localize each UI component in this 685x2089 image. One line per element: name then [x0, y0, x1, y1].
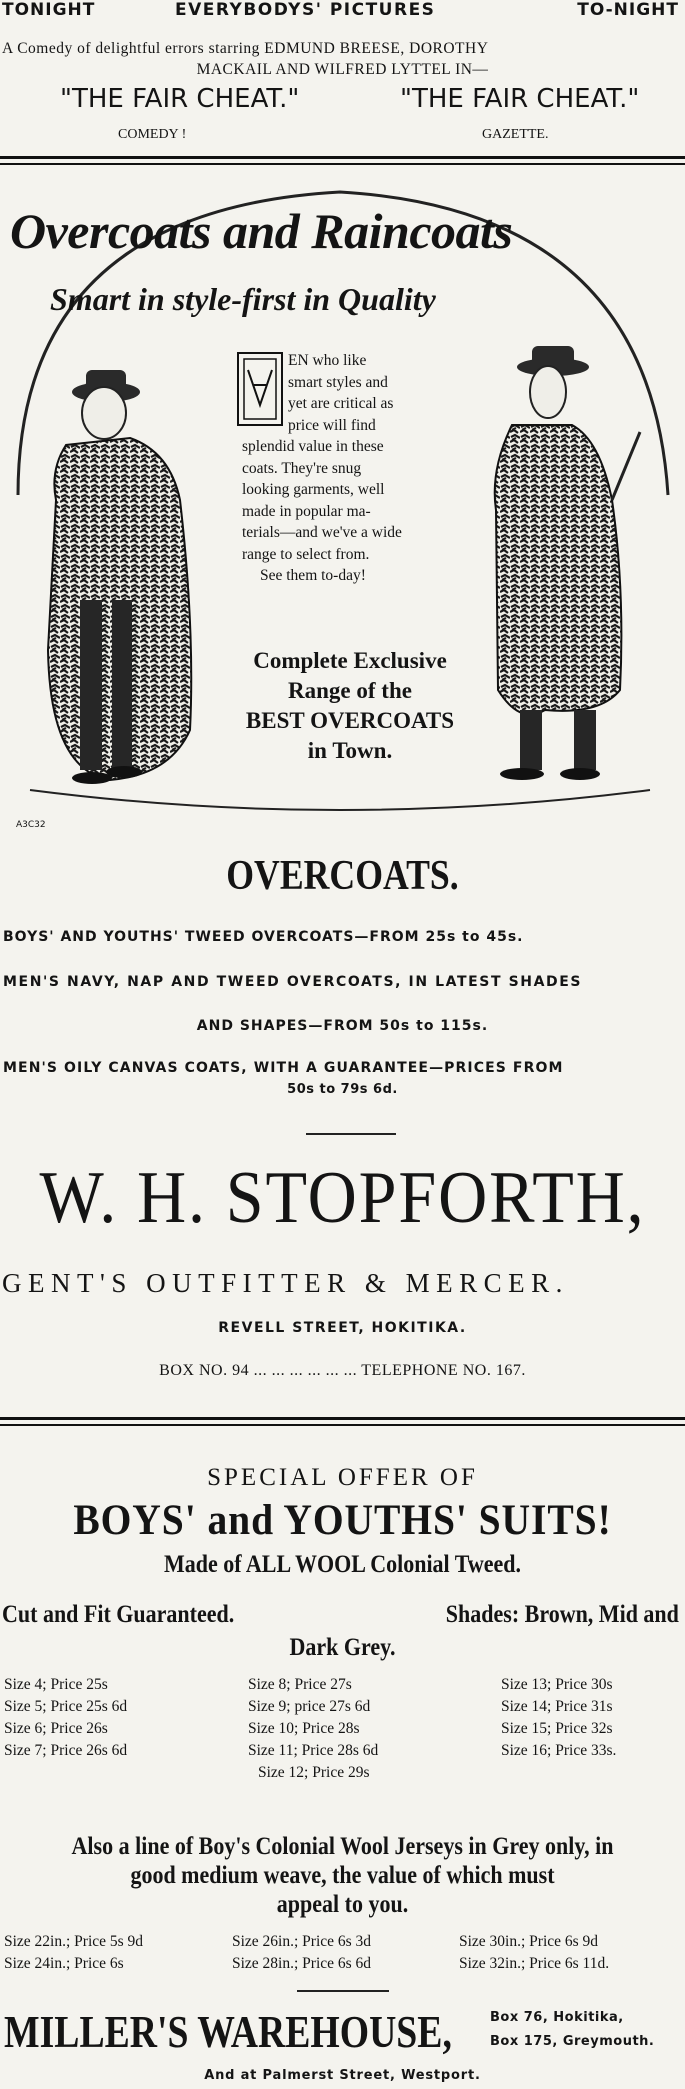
body-line: range to select from.: [242, 545, 370, 563]
overcoat-ad-tagline: Smart in style-first in Quality: [50, 281, 436, 317]
jerseys-line-2: good medium weave, the value of which must: [130, 1862, 555, 1889]
divider-rule: [0, 163, 685, 165]
miller-box-1: Box 76, Hokitika,: [490, 2010, 624, 2025]
man-in-overcoat-right-icon: [495, 346, 640, 780]
body-line: made in popular ma-: [242, 502, 371, 520]
cinema-left-label: TONIGHT: [2, 0, 96, 20]
suit-sizes-col-3: [499, 1673, 618, 1763]
jersey-sizes-col-2: [230, 1930, 373, 1976]
size-price: Size 9; price 27s 6d: [248, 1698, 371, 1715]
size-price: Size 8; Price 27s: [248, 1676, 352, 1693]
size-price: Size 13; Price 30s: [501, 1676, 613, 1693]
body-line: EN who like: [288, 352, 367, 369]
overcoats-line-4: MEN'S OILY CANVAS COATS, WITH A GUARANTEE—PRICES FROM: [3, 1060, 564, 1076]
range-line: in Town.: [307, 738, 393, 763]
size-price: Size 7; Price 26s 6d: [4, 1742, 128, 1759]
miller-box-2: Box 175, Greymouth.: [490, 2034, 655, 2049]
cinema-center-label: EVERYBODYS' PICTURES: [175, 0, 436, 20]
size-price: Size 26in.; Price 6s 3d: [232, 1933, 372, 1950]
size-price: Size 15; Price 32s: [501, 1720, 613, 1737]
jerseys-line-1: Also a line of Boy's Colonial Wool Jerseys in Grey only, in: [71, 1833, 614, 1860]
suit-sizes-col-1: [2, 1673, 129, 1763]
jerseys-line-3: appeal to you.: [276, 1891, 409, 1918]
body-line: price will find: [288, 416, 376, 434]
short-divider: [306, 1133, 396, 1135]
overcoat-ad-range: [205, 646, 495, 766]
stopforth-contact: BOX NO. 94 ... ... ... ... ... ... TELEPHONE NO. 167.: [159, 1362, 526, 1379]
man-in-overcoat-left-icon: [48, 370, 191, 784]
art-code: A3C32: [16, 820, 46, 830]
body-line: splendid value in these: [242, 438, 384, 455]
body-line: See them to-day!: [260, 567, 366, 584]
suits-shades-cont: Dark Grey.: [289, 1634, 396, 1661]
size-price: Size 5; Price 25s 6d: [4, 1698, 128, 1715]
miller-name: MILLER'S WAREHOUSE,: [4, 2006, 452, 2057]
divider-rule: [0, 1424, 685, 1426]
jersey-sizes-col-3: [457, 1930, 611, 1976]
size-price: Size 24in.; Price 6s: [4, 1955, 124, 1972]
overcoats-title: OVERCOATS.: [226, 853, 459, 899]
jersey-sizes-col-1: [2, 1930, 145, 1976]
body-line: coats. They're snug: [242, 459, 362, 477]
film-title-right: "THE FAIR CHEAT.": [400, 84, 640, 114]
size-price: Size 11; Price 28s 6d: [248, 1742, 379, 1759]
suit-sizes-col-2: [246, 1673, 380, 1785]
size-price: Size 28in.; Price 6s 6d: [232, 1955, 372, 1972]
body-line: smart styles and: [288, 373, 388, 391]
size-price: Size 22in.; Price 5s 9d: [4, 1933, 144, 1950]
size-price: Size 14; Price 31s: [501, 1698, 613, 1715]
overcoat-ad-headline: Overcoats and Raincoats: [10, 203, 513, 259]
size-price: Size 32in.; Price 6s 11d.: [459, 1955, 610, 1972]
range-line: Complete Exclusive: [253, 648, 447, 673]
suits-guarantee: Cut and Fit Guaranteed.: [2, 1601, 235, 1628]
review-source-right: GAZETTE.: [482, 127, 549, 142]
short-divider: [297, 1990, 389, 1992]
size-price: Size 4; Price 25s: [4, 1676, 108, 1693]
overcoats-line-2: MEN'S NAVY, NAP AND TWEED OVERCOATS, IN LATEST SHADES: [3, 974, 583, 990]
cinema-line-1: A Comedy of delightful errors starring EDMUND BREESE, DOROTHY: [2, 40, 489, 57]
overcoats-line-5: 50s to 79s 6d.: [287, 1082, 398, 1097]
body-line: looking garments, well: [242, 481, 385, 498]
overcoats-line-1: BOYS' AND YOUTHS' TWEED OVERCOATS—FROM 25s to 45s.: [3, 929, 524, 945]
stopforth-name: W. H. STOPFORTH,: [39, 1157, 646, 1239]
cinema-line-2: MACKAIL AND WILFRED LYTTEL IN—: [196, 61, 489, 78]
range-line: Range of the: [288, 678, 412, 703]
suits-shades: Shades: Brown, Mid and: [445, 1601, 679, 1628]
stopforth-address: REVELL STREET, HOKITIKA.: [218, 1320, 467, 1336]
divider-rule: [0, 1417, 685, 1420]
size-price: Size 30in.; Price 6s 9d: [459, 1933, 599, 1950]
film-title-left: "THE FAIR CHEAT.": [60, 84, 300, 114]
size-price: Size 10; Price 28s: [248, 1720, 360, 1737]
body-line: terials—and we've a wide: [242, 524, 402, 541]
stopforth-trade: GENT'S OUTFITTER & MERCER.: [2, 1268, 569, 1298]
review-source-left: COMEDY !: [118, 127, 187, 142]
overcoats-line-3: AND SHAPES—FROM 50s to 115s.: [196, 1018, 489, 1034]
suits-headline: BOYS' and YOUTHS' SUITS!: [73, 1497, 612, 1544]
overcoat-ad-body: [242, 350, 454, 587]
divider-rule: [0, 156, 685, 159]
size-price: Size 16; Price 33s.: [501, 1742, 617, 1759]
cinema-right-label: TO-NIGHT: [577, 0, 679, 20]
size-price: Size 12; Price 29s: [258, 1764, 370, 1781]
miller-address: And at Palmerst Street, Westport.: [204, 2068, 481, 2083]
suits-material: Made of ALL WOOL Colonial Tweed.: [164, 1551, 521, 1578]
range-line: BEST OVERCOATS: [245, 708, 455, 733]
body-line: yet are critical as: [288, 395, 394, 412]
size-price: Size 6; Price 26s: [4, 1720, 108, 1737]
suits-special-offer: SPECIAL OFFER OF: [207, 1464, 478, 1491]
